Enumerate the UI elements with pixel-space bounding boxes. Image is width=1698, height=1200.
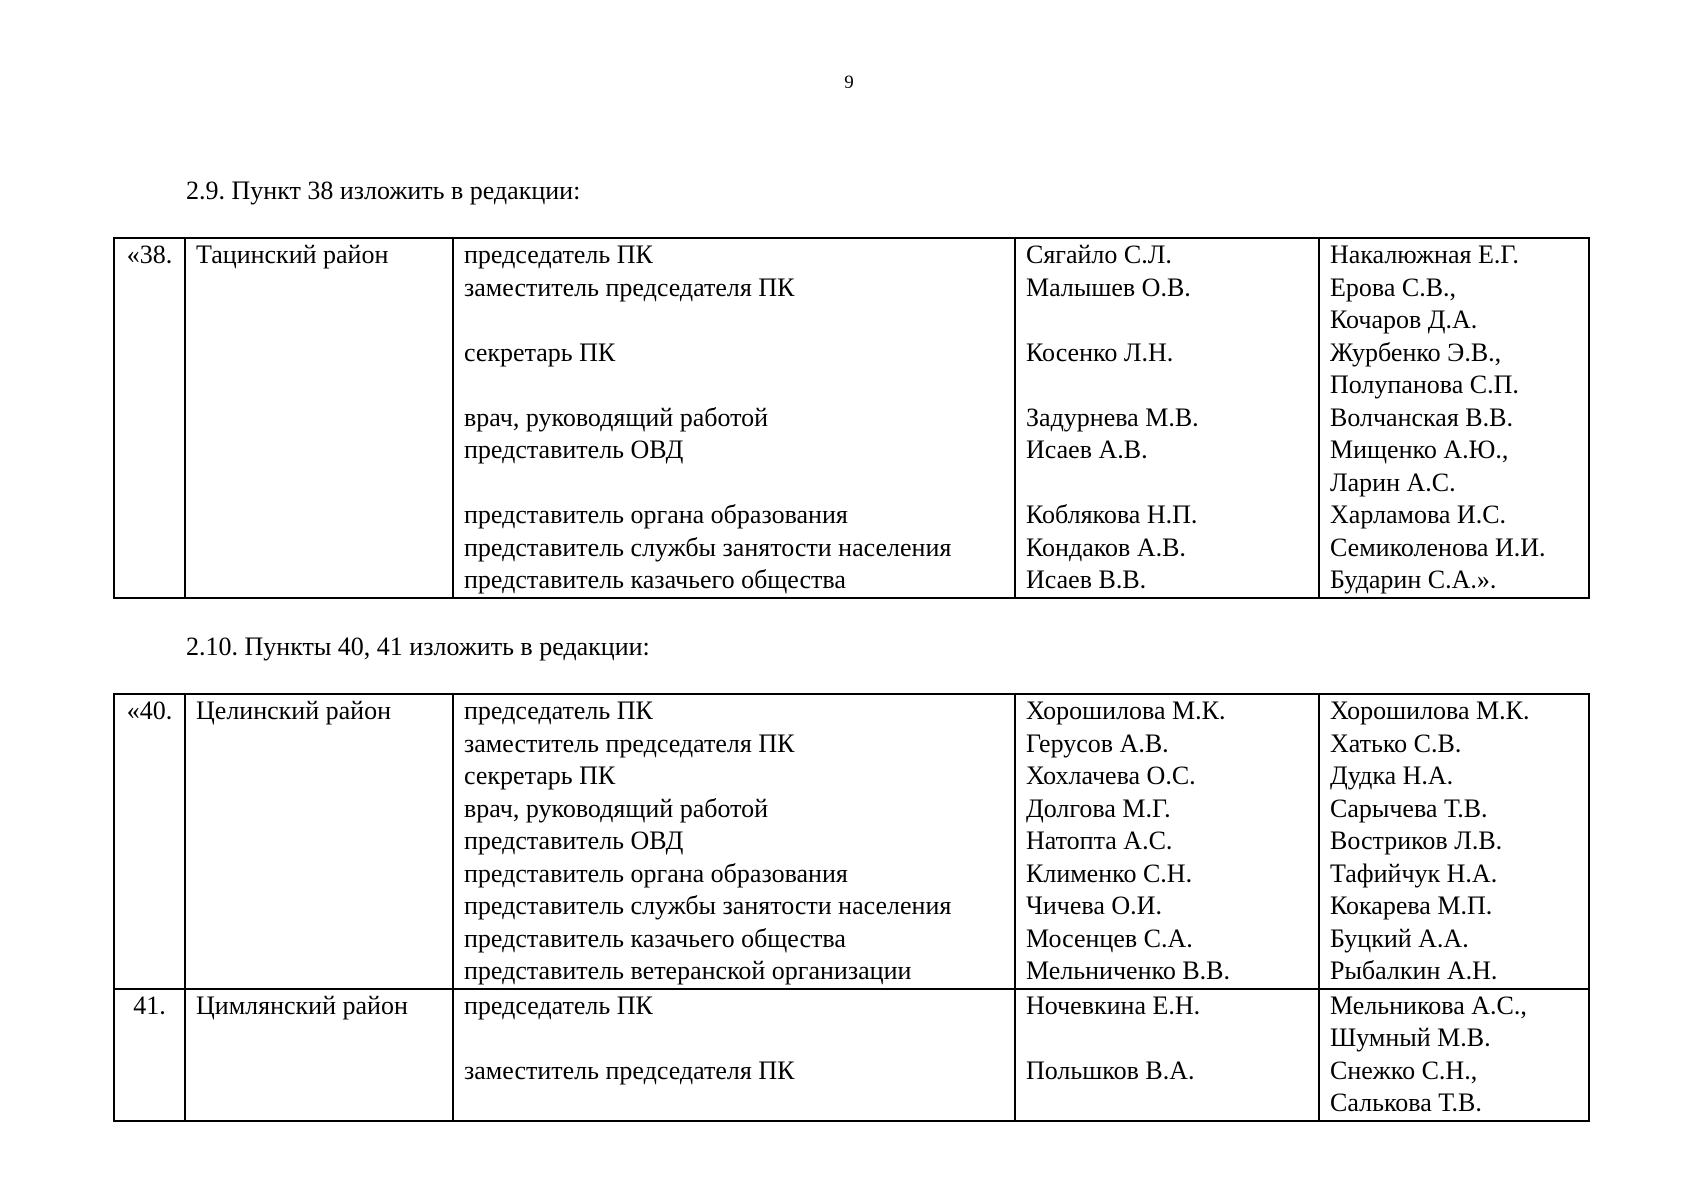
reserve-name: Мищенко А.Ю., (1330, 435, 1509, 464)
reserve-cell (1319, 694, 1589, 989)
member-name: Герусов А.В. (1026, 728, 1169, 758)
reserve-name: Ларин А.С. (1330, 467, 1456, 497)
blank-line (1026, 467, 1308, 500)
role-label: представитель службы занятости населения (464, 532, 952, 562)
role-label: представитель ОВД (464, 826, 684, 855)
member-name: Хохлачева О.С. (1026, 761, 1196, 790)
reserve-cell (1319, 238, 1589, 598)
reserve-name: Рыбалкин А.Н. (1330, 956, 1498, 985)
reserve-name: Шумный М.В. (1330, 1023, 1491, 1052)
reserve-name: Хорошилова М.К. (1330, 696, 1530, 725)
member-name: Исаев А.В. (1026, 435, 1148, 464)
blank-line (1026, 1087, 1308, 1120)
table-row (114, 694, 1589, 989)
member-name: Мосенцев С.А. (1026, 923, 1193, 953)
reserve-name: Мельникова А.С., (1330, 990, 1527, 1020)
section-heading: 2.10. Пункты 40, 41 изложить в редакции: (186, 632, 650, 661)
table-row (114, 238, 1589, 598)
reserve-name: Накалюжная Е.Г. (1330, 240, 1519, 269)
member-name: Коблякова Н.П. (1026, 500, 1198, 529)
district-name: Тацинский район (185, 238, 453, 598)
district-name: Целинский район (185, 694, 453, 989)
member-name: Мельниченко В.В. (1026, 956, 1231, 985)
role-label: заместитель председателя ПК (464, 1055, 795, 1085)
reserve-name: Ерова С.В., (1330, 272, 1457, 302)
blank-line (464, 304, 1004, 337)
members-cell (1015, 694, 1319, 989)
district-name: Цимлянский район (185, 989, 453, 1121)
member-name: Кондаков А.В. (1026, 532, 1186, 562)
item-number: «38. (114, 238, 185, 598)
role-label: представитель ветеранской организации (464, 956, 912, 985)
item-number: 41. (114, 989, 185, 1121)
roles-cell (453, 989, 1015, 1121)
reserve-name: Сарычева Т.В. (1330, 793, 1488, 823)
role-label: врач, руководящий работой (464, 793, 769, 823)
reserve-name: Журбенко Э.В., (1330, 337, 1502, 367)
role-label: врач, руководящий работой (464, 402, 769, 432)
member-name: Долгова М.Г. (1026, 793, 1171, 823)
member-name: Задурнева М.В. (1026, 402, 1199, 432)
reserve-name: Кочаров Д.А. (1330, 305, 1478, 334)
section-heading: 2.9. Пункт 38 изложить в редакции: (186, 176, 581, 205)
role-label: председатель ПК (464, 990, 653, 1020)
reserve-name: Салькова Т.В. (1330, 1088, 1482, 1117)
blank-line (1026, 304, 1308, 337)
item-number: «40. (114, 694, 185, 989)
blank-line (1026, 369, 1308, 402)
role-label: представитель органа образования (464, 858, 848, 888)
reserve-name: Буцкий А.А. (1330, 923, 1469, 953)
reserve-name: Харламова И.С. (1330, 500, 1507, 529)
reserve-cell (1319, 989, 1589, 1121)
role-label: заместитель председателя ПК (464, 728, 795, 758)
members-cell (1015, 238, 1319, 598)
roles-cell (453, 694, 1015, 989)
reserve-name: Кокарева М.П. (1330, 891, 1493, 920)
role-label: секретарь ПК (464, 337, 616, 367)
reserve-name: Снежко С.Н., (1330, 1055, 1478, 1085)
blank-line (464, 467, 1004, 500)
role-label: секретарь ПК (464, 761, 616, 790)
reserve-name: Полупанова С.П. (1330, 370, 1519, 399)
reserve-name: Тафийчук Н.А. (1330, 858, 1498, 888)
roles-cell (453, 238, 1015, 598)
blank-line (464, 1022, 1004, 1055)
role-label: представитель казачьего общества (464, 923, 846, 953)
member-name: Клименко С.Н. (1026, 858, 1193, 888)
member-name: Исаев В.В. (1026, 565, 1147, 594)
reserve-name: Дудка Н.А. (1330, 761, 1454, 790)
member-name: Натопта А.С. (1026, 826, 1173, 855)
table-row (114, 989, 1589, 1121)
blank-line (464, 1087, 1004, 1120)
role-label: представитель службы занятости населения (464, 891, 952, 920)
member-name: Хорошилова М.К. (1026, 696, 1226, 725)
role-label: представитель ОВД (464, 435, 684, 464)
commission-table (113, 693, 1590, 1122)
reserve-name: Семиколенова И.И. (1330, 532, 1546, 562)
member-name: Польшков В.А. (1026, 1055, 1195, 1085)
role-label: представитель казачьего общества (464, 565, 846, 594)
reserve-name: Востриков Л.В. (1330, 826, 1503, 855)
member-name: Малышев О.В. (1026, 272, 1191, 302)
blank-line (464, 369, 1004, 402)
member-name: Чичева О.И. (1026, 891, 1162, 920)
reserve-name: Хатько С.В. (1330, 728, 1462, 758)
role-label: представитель органа образования (464, 500, 848, 529)
member-name: Косенко Л.Н. (1026, 337, 1174, 367)
reserve-name: Бударин С.А.». (1330, 565, 1497, 594)
reserve-name: Волчанская В.В. (1330, 402, 1513, 432)
role-label: председатель ПК (464, 696, 653, 725)
role-label: председатель ПК (464, 240, 653, 269)
blank-line (1026, 1022, 1308, 1055)
role-label: заместитель председателя ПК (464, 272, 795, 302)
member-name: Ночевкина Е.Н. (1026, 990, 1201, 1020)
page-number: 9 (844, 72, 854, 93)
commission-table (113, 237, 1590, 599)
members-cell (1015, 989, 1319, 1121)
member-name: Сягайло С.Л. (1026, 240, 1172, 269)
